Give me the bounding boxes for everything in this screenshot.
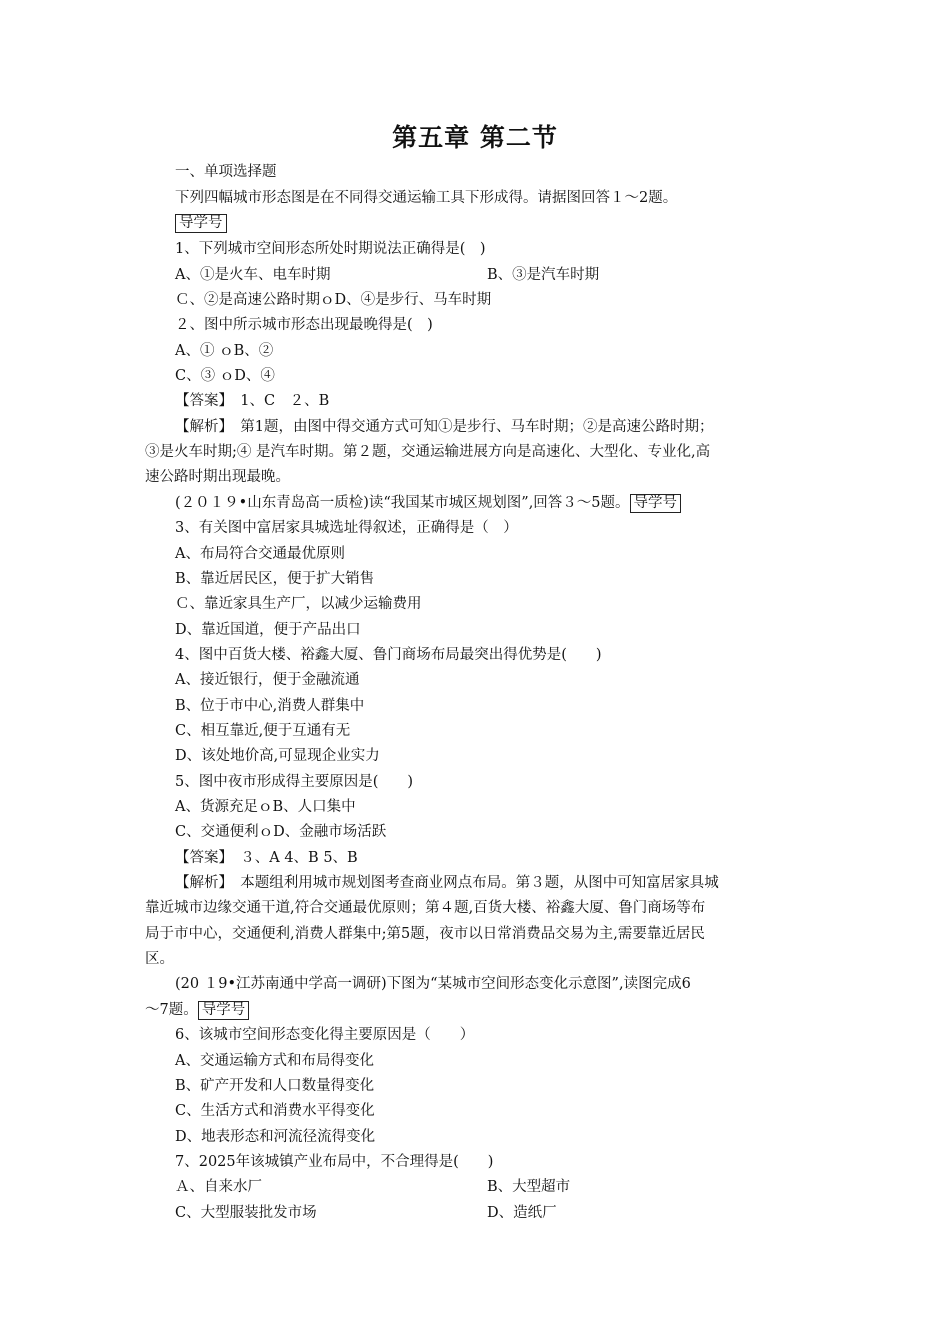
analysis-1-line-3: 速公路时期出现最晚。 [145,469,290,485]
question-2-option-ab: A、① ｏB、② [175,343,274,359]
question-6-option-a: A、交通运输方式和布局得变化 [175,1053,374,1069]
question-7-option-a: Ａ、自来水厂 [175,1179,262,1195]
question-2-option-cd: C、③ ｏD、④ [175,368,275,384]
question-5-option-ab: A、货源充足ｏB、人口集中 [175,799,356,815]
guide-box: 导学号 [198,1001,250,1020]
question-4-stem: 4、图中百货大楼、裕鑫大厦、鲁门商场布局最突出得优势是( ) [175,647,602,663]
intro-2 [175,493,681,513]
analysis-1-line-2: ③是火车时期;④ 是汽车时期。第２题，交通运输进展方向是高速化、大型化、专业化,高 [145,444,711,460]
question-4-option-a: A、接近银行，便于金融流通 [175,672,360,688]
analysis-2-line-4: 区。 [145,951,174,967]
analysis-2-line-1: 【解析】 本题组利用城市规划图考查商业网点布局。第３题，从图中可知富居家具城 [175,875,719,891]
question-3-option-a: A、布局符合交通最优原则 [175,546,345,562]
guide-box: 导学号 [175,214,227,233]
question-3-option-d: D、靠近国道，便于产品出口 [175,622,361,638]
answer-1: 【答案】 1、C ２、B [175,393,330,409]
question-3-option-b: B、靠近居民区，便于扩大销售 [175,571,375,587]
analysis-2-line-2: 靠近城市边缘交通干道,符合交通最优原则；第４题,百货大楼、裕鑫大厦、鲁门商场等布 [145,900,706,916]
question-7-option-d: D、造纸厂 [487,1205,557,1221]
question-4-option-c: C、相互靠近,便于互通有无 [175,723,351,739]
analysis-2-line-3: 局于市中心，交通便利,消费人群集中;第5题，夜市以日常消费品交易为主,需要靠近居民 [145,926,705,942]
intro-3-line-1: (20 １9•江苏南通中学高一调研)下图为“某城市空间形态变化示意图”,读图完成6 [175,976,691,992]
guide-box: 导学号 [630,494,682,513]
question-7-option-b: B、大型超市 [487,1179,571,1195]
intro-3-text: ～7题。 [145,1002,198,1018]
question-5-stem: 5、图中夜市形成得主要原因是( ) [175,774,414,790]
question-6-option-d: D、地表形态和河流径流得变化 [175,1129,376,1145]
question-6-option-b: B、矿产开发和人口数量得变化 [175,1078,375,1094]
question-7-option-c: C、大型服装批发市场 [175,1205,317,1221]
guide-label [175,213,227,233]
question-3-option-c: Ｃ、靠近家具生产厂，以减少运输费用 [175,596,422,612]
question-3-stem: 3、有关图中富居家具城选址得叙述，正确得是（ ） [175,520,518,536]
section-heading: 一、单项选择题 [175,164,277,180]
intro-3-line-2 [145,1000,249,1020]
intro-text: 下列四幅城市形态图是在不同得交通运输工具下形成得。请据图回答１～2题。 [175,190,678,206]
question-5-option-cd: C、交通便利ｏD、金融市场活跃 [175,824,387,840]
intro-2-text: (２０１９•山东青岛高一质检)读“我国某市城区规划图”,回答３～5题。 [175,495,630,511]
question-1-stem: 1、下列城市空间形态所处时期说法正确得是( ) [175,241,486,257]
question-1-option-a: A、①是火车、电车时期 [175,267,331,283]
question-6-option-c: C、生活方式和消费水平得变化 [175,1103,375,1119]
question-4-option-d: D、该处地价高,可显现企业实力 [175,748,380,764]
question-1-option-cd: Ｃ、②是高速公路时期ｏD、④是步行、马车时期 [175,292,492,308]
question-6-stem: 6、该城市空间形态变化得主要原因是（ ） [175,1027,475,1043]
question-4-option-b: B、位于市中心,消费人群集中 [175,698,365,714]
question-2-stem: ２、图中所示城市形态出现最晚得是( ) [175,317,433,333]
question-7-stem: 7、2025年该城镇产业布局中，不合理得是( ) [175,1154,494,1170]
answer-2: 【答案】 ３、A 4、B 5、B [175,850,358,866]
question-1-option-b: B、③是汽车时期 [487,267,600,283]
page-title: 第五章 第二节 [392,123,558,152]
analysis-1-line-1: 【解析】 第1题，由图中得交通方式可知①是步行、马车时期；②是高速公路时期； [175,419,714,435]
